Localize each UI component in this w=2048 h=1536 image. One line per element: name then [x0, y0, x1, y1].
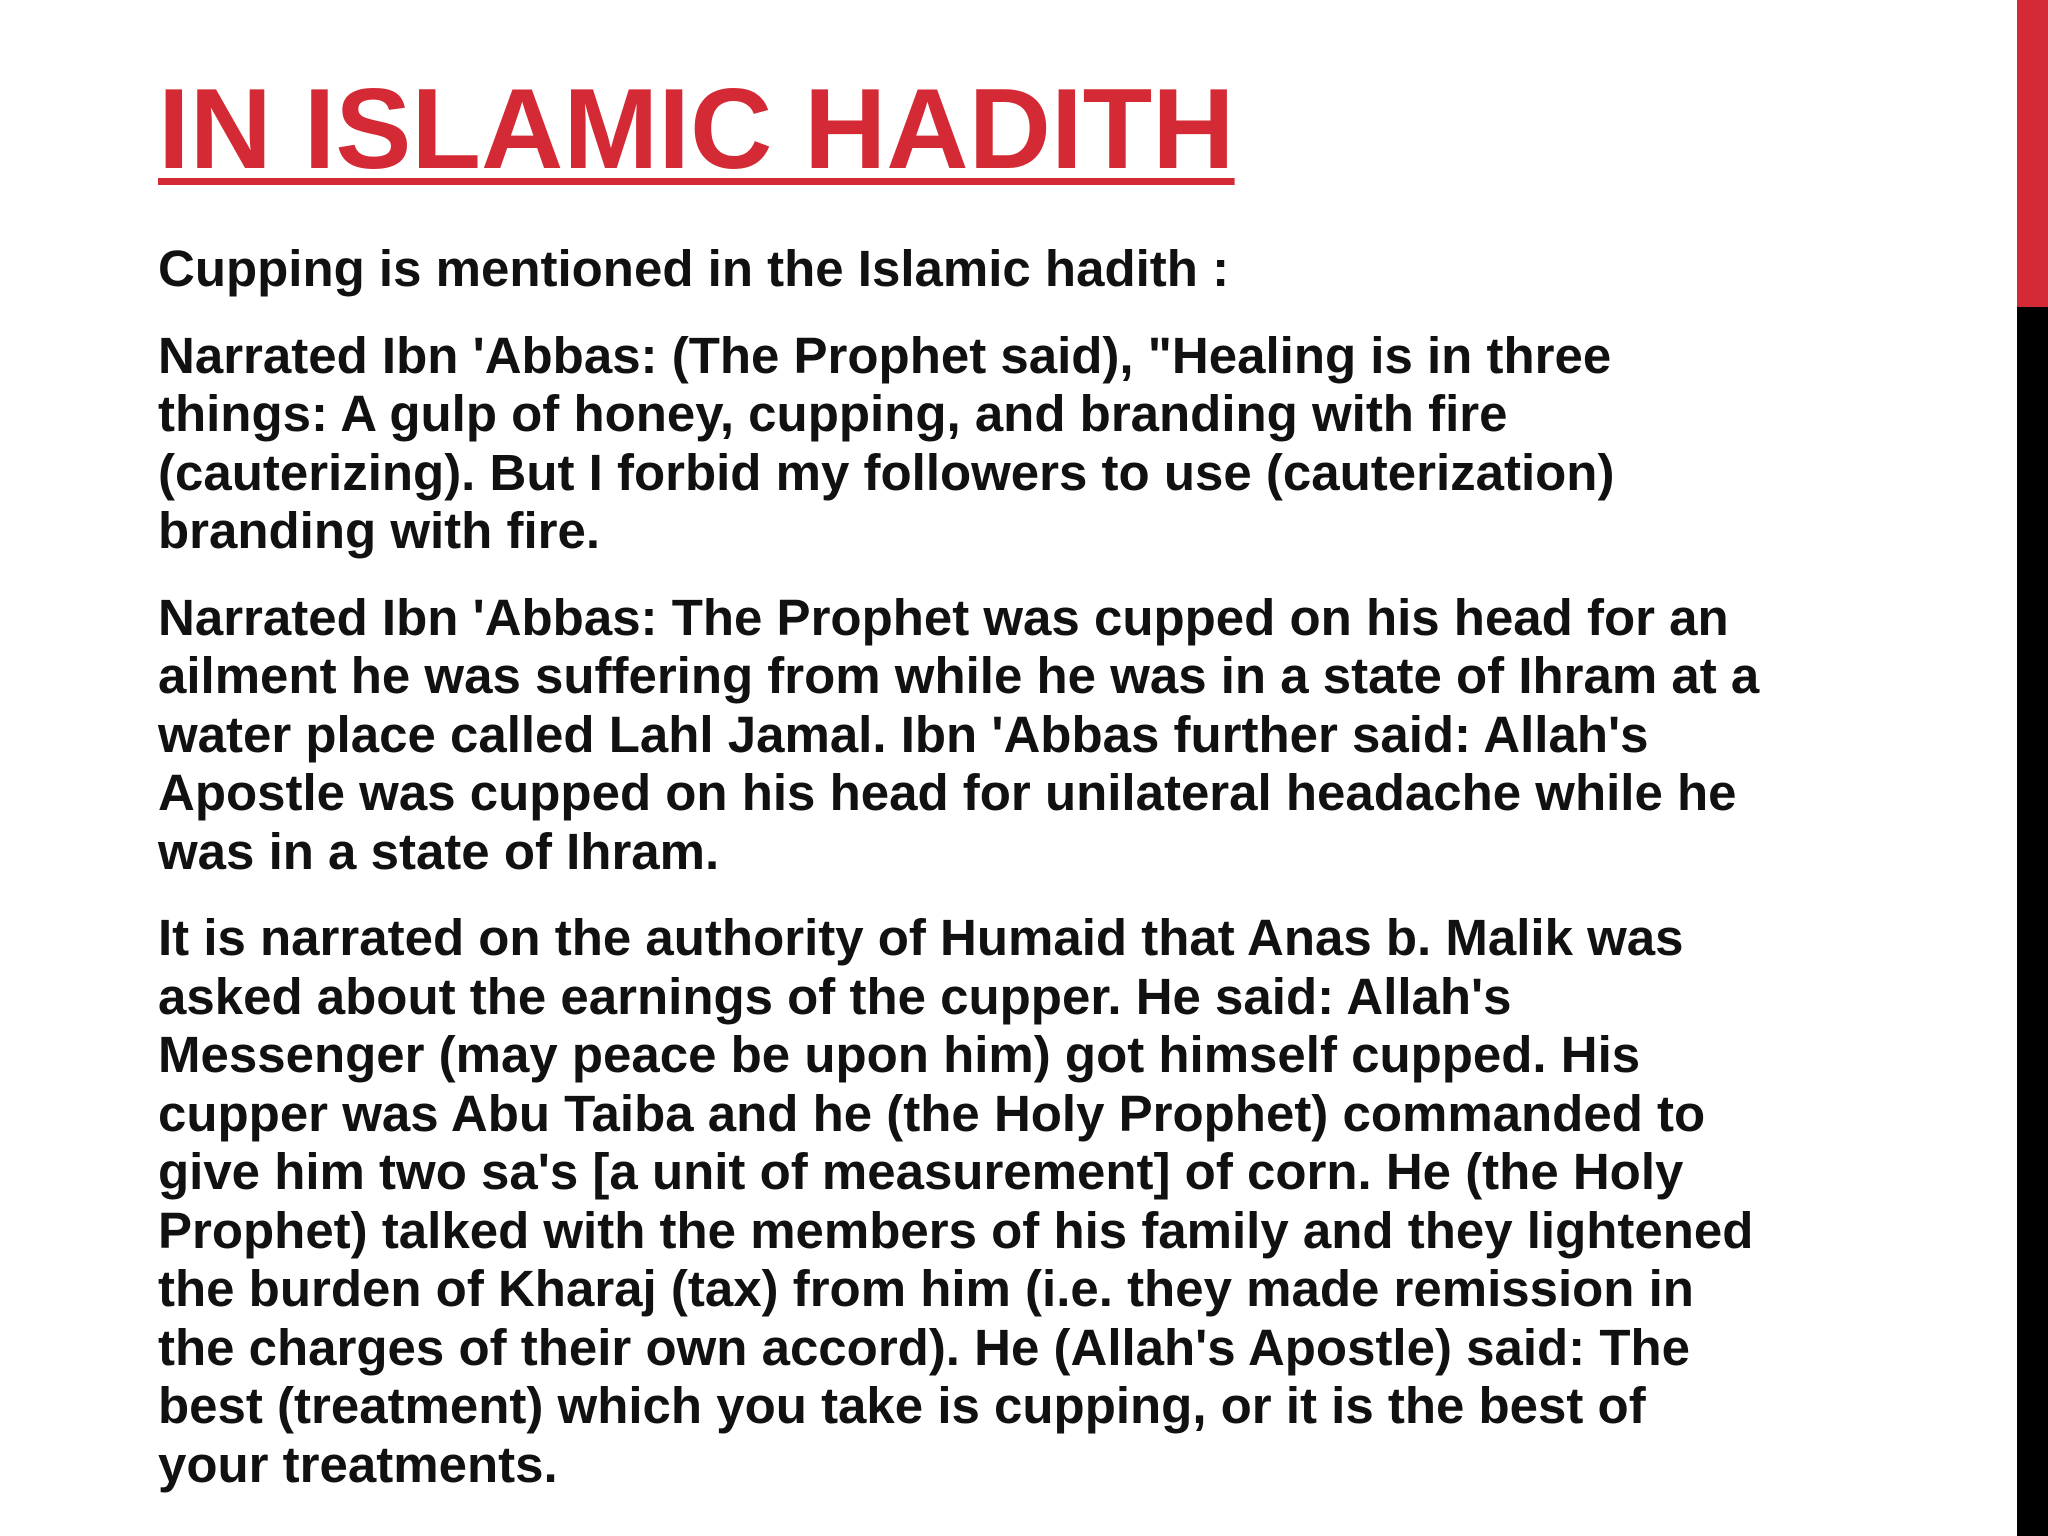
- hadith-paragraph-healing: Narrated Ibn 'Abbas: (The Prophet said), "Healing is in three things: A gulp of honey, cupping, and branding with fire (cauterizing). But I forbid my followers to use (cauterization) branding with fire.: [158, 326, 1615, 559]
- slide-body: [158, 240, 1978, 1522]
- slide-title: IN ISLAMIC HADITH: [158, 66, 1235, 193]
- accent-bar-black: [2017, 307, 2048, 1536]
- hadith-paragraph-ihram: Narrated Ibn 'Abbas: The Prophet was cupped on his head for an ailment he was suffering from while he was in a state of Ihram at a water place called Lahl Jamal. Ibn 'Abbas further said: Allah's Apostle was cupped on his head for unilateral headache while he was in a state of Ihram.: [158, 588, 1760, 880]
- intro-paragraph: Cupping is mentioned in the Islamic hadith :: [158, 240, 1230, 297]
- hadith-paragraph-cupper: It is narrated on the authority of Humaid that Anas b. Malik was asked about the earnings of the cupper. He said: Allah's Messenger (may peace be upon him) got himself cupped. His cupper was Abu Taiba and he (the Holy Prophet) commanded to give him two sa's [a unit of measurement] of corn. He (the Holy Prophet) talked with the members of his family and they lightened the burden of Kharaj (tax) from him (i.e. they made remission in the charges of their own accord). He (Allah's Apostle) said: The best (treatment) which you take is cupping, or it is the best of your treatments.: [158, 909, 1754, 1493]
- accent-bar-red: [2017, 0, 2048, 307]
